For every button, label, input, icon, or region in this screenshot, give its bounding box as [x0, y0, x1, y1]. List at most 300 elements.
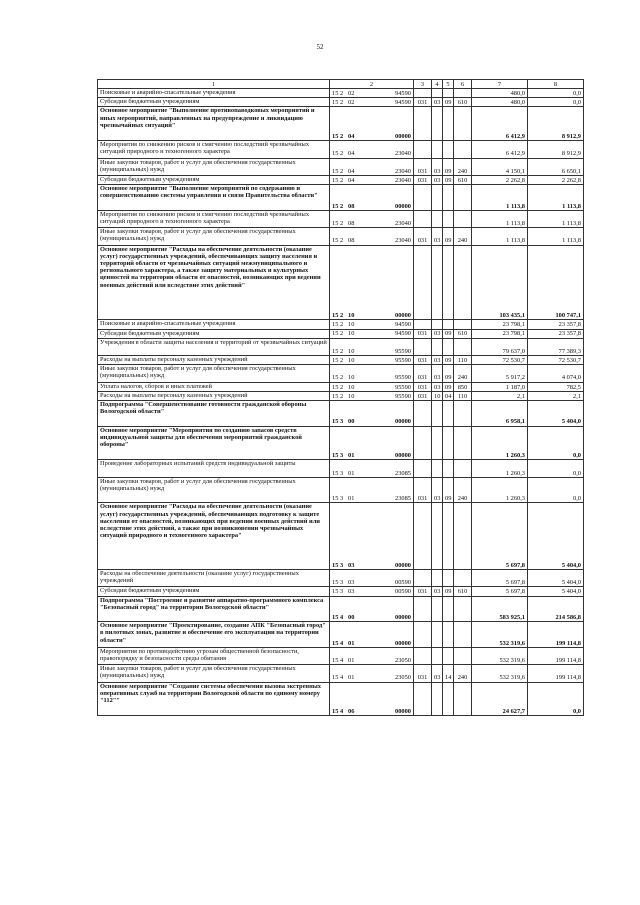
row-section: [432, 647, 443, 664]
row-subsection: 09: [443, 382, 454, 391]
row-name: Проведение лабораторных испытаний средств индивидуальной защиты: [98, 460, 330, 477]
row-amount-year1: 583 925,1: [472, 596, 528, 622]
row-grbs: [414, 401, 432, 427]
row-expense-type: [454, 141, 472, 158]
table-row: [98, 401, 584, 427]
row-subsection: [443, 460, 454, 477]
row-code: [330, 356, 414, 365]
code-part-a: 15: [332, 452, 339, 460]
row-section: 03: [432, 356, 443, 365]
header-cell: 7: [472, 80, 528, 89]
code-part-b: 2: [340, 392, 344, 400]
row-section: [432, 245, 443, 320]
row-amount-year2: 0,0: [528, 426, 584, 460]
row-name: Иные закупки товаров, работ и услуг для обеспечения государственных (муниципальных) нужд: [98, 665, 330, 682]
row-section: 03: [432, 175, 443, 184]
row-section: [432, 460, 443, 477]
row-name: Иные закупки товаров, работ и услуг для обеспечения государственных (муниципальных) нужд: [98, 158, 330, 175]
row-section: 10: [432, 391, 443, 400]
code-part-c: 01: [348, 656, 355, 664]
code-part-b: 3: [340, 588, 344, 596]
row-expense-type: [454, 596, 472, 622]
row-grbs: [414, 320, 432, 329]
table-row: [98, 338, 584, 355]
table-row: [98, 503, 584, 570]
table-row: [98, 210, 584, 227]
code-part-b: 4: [340, 656, 344, 664]
row-section: [432, 426, 443, 460]
row-grbs: [414, 570, 432, 587]
row-expense-type: [454, 107, 472, 141]
code-part-d: 00000: [395, 312, 411, 320]
row-name: Субсидии бюджетным учреждениям: [98, 98, 330, 107]
row-subsection: 09: [443, 356, 454, 365]
table-row: [98, 141, 584, 158]
code-part-d: 95590: [395, 392, 411, 400]
row-amount-year1: 1 113,8: [472, 228, 528, 245]
row-code: [330, 477, 414, 503]
row-amount-year1: 2 262,8: [472, 175, 528, 184]
code-part-a: 15: [332, 89, 339, 97]
row-subsection: 09: [443, 477, 454, 503]
row-code: [330, 175, 414, 184]
code-part-a: 15: [332, 469, 339, 477]
row-name: Субсидии бюджетным учреждениям: [98, 175, 330, 184]
code-part-a: 15: [332, 357, 339, 365]
row-subsection: [443, 426, 454, 460]
row-expense-type: [454, 89, 472, 98]
row-grbs: [414, 89, 432, 98]
code-part-c: 10: [348, 330, 355, 338]
row-name: Основное мероприятие "Выполнение противопаводковых мероприятий и иных мероприятий, направленных на предупреждение и ликвидацию чрезвычайных ситуаций": [98, 107, 330, 141]
table-row: [98, 185, 584, 211]
row-amount-year2: 8 912,9: [528, 141, 584, 158]
header-cell: 2: [330, 80, 414, 89]
row-subsection: 14: [443, 665, 454, 682]
row-code: [330, 228, 414, 245]
row-code: [330, 245, 414, 320]
row-code: [330, 107, 414, 141]
code-part-b: 2: [340, 321, 344, 329]
row-subsection: [443, 245, 454, 320]
code-part-a: 15: [332, 561, 339, 569]
row-grbs: [414, 426, 432, 460]
row-section: [432, 107, 443, 141]
row-expense-type: 610: [454, 587, 472, 596]
row-amount-year1: 480,0: [472, 89, 528, 98]
row-amount-year2: 214 586,8: [528, 596, 584, 622]
row-amount-year2: 0,0: [528, 89, 584, 98]
code-part-c: 01: [348, 469, 355, 477]
code-part-b: 3: [340, 561, 344, 569]
row-name: Мероприятия по противодействию угрозам общественной безопасности, правопорядку и безопасности среды обитания: [98, 647, 330, 664]
code-part-c: 10: [348, 383, 355, 391]
code-part-a: 15: [332, 132, 339, 140]
row-amount-year2: 1 113,8: [528, 185, 584, 211]
code-part-d: 00000: [395, 561, 411, 569]
row-name: Иные закупки товаров, работ и услуг для обеспечения государственных (муниципальных) нужд: [98, 365, 330, 382]
row-amount-year1: 532 319,6: [472, 622, 528, 648]
row-amount-year2: 5 404,0: [528, 503, 584, 570]
row-subsection: [443, 107, 454, 141]
table-row: [98, 228, 584, 245]
code-part-a: 15: [332, 579, 339, 587]
code-part-b: 3: [340, 579, 344, 587]
row-section: 03: [432, 382, 443, 391]
code-part-a: 15: [332, 588, 339, 596]
row-expense-type: [454, 210, 472, 227]
header-cell: 5: [443, 80, 454, 89]
row-code: [330, 158, 414, 175]
row-grbs: 031: [414, 228, 432, 245]
code-part-c: 10: [348, 392, 355, 400]
row-expense-type: 240: [454, 477, 472, 503]
row-subsection: 09: [443, 587, 454, 596]
row-grbs: 031: [414, 329, 432, 338]
code-part-b: 4: [340, 639, 344, 647]
row-section: [432, 141, 443, 158]
code-part-b: 2: [340, 89, 344, 97]
code-part-d: 00000: [395, 639, 411, 647]
row-amount-year1: 1 260,3: [472, 477, 528, 503]
code-part-c: 03: [348, 579, 355, 587]
code-part-b: 2: [340, 176, 344, 184]
code-part-d: 23050: [395, 674, 411, 682]
row-grbs: [414, 460, 432, 477]
code-part-d: 23040: [395, 150, 411, 158]
row-name: Основное мероприятие "Мероприятия по созданию запасов средств индивидуальной защиты для обеспечения мероприятий гражданской обороны": [98, 426, 330, 460]
budget-table: [97, 79, 584, 716]
row-code: [330, 665, 414, 682]
code-part-c: 08: [348, 202, 355, 210]
row-amount-year1: 6 412,9: [472, 107, 528, 141]
code-part-a: 15: [332, 613, 339, 621]
row-grbs: 031: [414, 382, 432, 391]
code-part-c: 10: [348, 321, 355, 329]
row-amount-year1: 4 150,1: [472, 158, 528, 175]
row-amount-year1: 5 697,8: [472, 570, 528, 587]
header-cell: 1: [98, 80, 330, 89]
table-row: [98, 391, 584, 400]
code-part-a: 15: [332, 321, 339, 329]
row-section: 03: [432, 477, 443, 503]
code-part-c: 02: [348, 99, 355, 107]
code-part-d: 23040: [395, 167, 411, 175]
code-part-c: 04: [348, 150, 355, 158]
row-code: [330, 185, 414, 211]
row-expense-type: [454, 570, 472, 587]
code-part-c: 08: [348, 237, 355, 245]
header-row: [98, 80, 584, 89]
row-subsection: [443, 338, 454, 355]
code-part-d: 94590: [395, 330, 411, 338]
code-part-c: 01: [348, 674, 355, 682]
row-subsection: [443, 682, 454, 716]
code-part-b: 2: [340, 202, 344, 210]
code-part-a: 15: [332, 99, 339, 107]
table-row: [98, 89, 584, 98]
code-part-d: 23050: [395, 656, 411, 664]
code-part-c: 02: [348, 89, 355, 97]
row-name: Уплата налогов, сборов и иных платежей: [98, 382, 330, 391]
row-subsection: [443, 401, 454, 427]
row-expense-type: 240: [454, 158, 472, 175]
row-code: [330, 401, 414, 427]
row-section: 03: [432, 228, 443, 245]
code-part-b: 2: [340, 312, 344, 320]
code-part-c: 01: [348, 452, 355, 460]
row-grbs: [414, 682, 432, 716]
code-part-c: 00: [348, 613, 355, 621]
row-code: [330, 329, 414, 338]
row-amount-year1: 79 637,0: [472, 338, 528, 355]
row-name: Мероприятия по снижению рисков и смягчению последствий чрезвычайных ситуаций природного и техногенного характера: [98, 210, 330, 227]
row-amount-year2: 1 113,8: [528, 228, 584, 245]
row-grbs: 031: [414, 665, 432, 682]
row-code: [330, 647, 414, 664]
code-part-b: 2: [340, 219, 344, 227]
table-row: [98, 382, 584, 391]
row-code: [330, 141, 414, 158]
row-amount-year1: 6 412,9: [472, 141, 528, 158]
code-part-b: 4: [340, 613, 344, 621]
code-part-d: 00000: [395, 202, 411, 210]
row-amount-year2: 1 113,8: [528, 210, 584, 227]
row-amount-year2: 23 357,8: [528, 329, 584, 338]
code-part-c: 10: [348, 312, 355, 320]
row-name: Поисковые и аварийно-спасательные учреждения: [98, 320, 330, 329]
code-part-b: 2: [340, 383, 344, 391]
code-part-b: 2: [340, 330, 344, 338]
row-code: [330, 391, 414, 400]
code-part-a: 15: [332, 202, 339, 210]
row-subsection: [443, 570, 454, 587]
row-name: Основное мероприятие "Выполнение мероприятий по содержанию и совершенствованию системы управления и связи Правительства области": [98, 185, 330, 211]
row-grbs: [414, 622, 432, 648]
header-cell: 4: [432, 80, 443, 89]
code-part-a: 15: [332, 167, 339, 175]
row-amount-year1: 6 958,1: [472, 401, 528, 427]
table-row: [98, 107, 584, 141]
row-expense-type: [454, 338, 472, 355]
row-amount-year2: 0,0: [528, 682, 584, 716]
row-amount-year1: 532 319,6: [472, 665, 528, 682]
table-row: [98, 98, 584, 107]
row-amount-year2: 72 530,7: [528, 356, 584, 365]
row-subsection: 09: [443, 228, 454, 245]
row-amount-year1: 1 260,3: [472, 460, 528, 477]
row-code: [330, 382, 414, 391]
table-row: [98, 365, 584, 382]
row-name: Расходы на выплаты персоналу казенных учреждений: [98, 356, 330, 365]
code-part-d: 00590: [395, 588, 411, 596]
row-amount-year2: 23 357,8: [528, 320, 584, 329]
row-amount-year1: 1 113,8: [472, 210, 528, 227]
row-grbs: 031: [414, 365, 432, 382]
header-cell: 8: [528, 80, 584, 89]
code-part-b: 2: [340, 237, 344, 245]
code-part-a: 15: [332, 639, 339, 647]
row-amount-year2: 5 404,0: [528, 401, 584, 427]
row-subsection: [443, 89, 454, 98]
row-expense-type: 110: [454, 391, 472, 400]
row-name: Мероприятия по снижению рисков и смягчению последствий чрезвычайных ситуаций природного и техногенного характера: [98, 141, 330, 158]
code-part-a: 15: [332, 418, 339, 426]
row-section: 03: [432, 158, 443, 175]
row-amount-year1: 24 627,7: [472, 682, 528, 716]
row-name: Расходы на обеспечение деятельности (оказание услуг) государственных учреждений: [98, 570, 330, 587]
row-subsection: 09: [443, 329, 454, 338]
table-row: [98, 596, 584, 622]
row-section: 03: [432, 665, 443, 682]
code-part-c: 08: [348, 219, 355, 227]
table-row: [98, 158, 584, 175]
row-grbs: [414, 245, 432, 320]
code-part-a: 15: [332, 347, 339, 355]
row-grbs: 031: [414, 477, 432, 503]
row-code: [330, 682, 414, 716]
code-part-a: 15: [332, 312, 339, 320]
code-part-b: 2: [340, 347, 344, 355]
page-number: 52: [316, 43, 324, 51]
code-part-a: 15: [332, 330, 339, 338]
code-part-a: 15: [332, 237, 339, 245]
code-part-a: 15: [332, 176, 339, 184]
row-name: Иные закупки товаров, работ и услуг для обеспечения государственных (муниципальных) нужд: [98, 228, 330, 245]
row-subsection: [443, 210, 454, 227]
row-subsection: 09: [443, 365, 454, 382]
row-grbs: [414, 210, 432, 227]
code-part-d: 95590: [395, 374, 411, 382]
code-part-d: 23040: [395, 219, 411, 227]
row-grbs: 031: [414, 587, 432, 596]
row-expense-type: 610: [454, 175, 472, 184]
table-row: [98, 460, 584, 477]
code-part-a: 15: [332, 219, 339, 227]
code-part-b: 2: [340, 99, 344, 107]
code-part-a: 15: [332, 392, 339, 400]
code-part-d: 00000: [395, 452, 411, 460]
code-part-a: 15: [332, 495, 339, 503]
row-amount-year1: 1 113,8: [472, 185, 528, 211]
row-grbs: [414, 647, 432, 664]
row-amount-year2: 2,1: [528, 391, 584, 400]
row-section: [432, 503, 443, 570]
row-amount-year1: 480,0: [472, 98, 528, 107]
row-name: Подпрограмма "Построение и развитие аппаратно-программного комплекса "Безопасный город" на территории Вологодской области": [98, 596, 330, 622]
row-expense-type: 610: [454, 98, 472, 107]
row-section: [432, 89, 443, 98]
row-expense-type: [454, 426, 472, 460]
code-part-d: 23085: [395, 495, 411, 503]
row-subsection: 09: [443, 98, 454, 107]
row-expense-type: [454, 245, 472, 320]
table-row: [98, 647, 584, 664]
code-part-d: 00000: [395, 132, 411, 140]
table-row: [98, 570, 584, 587]
code-part-b: 2: [340, 132, 344, 140]
table-row: [98, 245, 584, 320]
table-row: [98, 622, 584, 648]
row-subsection: 09: [443, 175, 454, 184]
row-amount-year1: 5 917,2: [472, 365, 528, 382]
code-part-d: 94590: [395, 321, 411, 329]
code-part-d: 00590: [395, 579, 411, 587]
row-amount-year1: 2,1: [472, 391, 528, 400]
row-amount-year2: 199 114,8: [528, 647, 584, 664]
code-part-d: 95590: [395, 347, 411, 355]
row-amount-year1: 1 187,0: [472, 382, 528, 391]
row-expense-type: 240: [454, 365, 472, 382]
code-part-d: 23040: [395, 237, 411, 245]
row-expense-type: [454, 320, 472, 329]
row-code: [330, 210, 414, 227]
row-amount-year2: 199 114,8: [528, 665, 584, 682]
row-code: [330, 426, 414, 460]
code-part-d: 23085: [395, 469, 411, 477]
code-part-c: 04: [348, 132, 355, 140]
code-part-c: 06: [348, 708, 355, 716]
code-part-b: 4: [340, 674, 344, 682]
header-cell: 6: [454, 80, 472, 89]
row-amount-year2: 0,0: [528, 477, 584, 503]
code-part-a: 15: [332, 674, 339, 682]
row-amount-year1: 1 260,3: [472, 426, 528, 460]
code-part-d: 00000: [395, 708, 411, 716]
row-amount-year1: 5 697,8: [472, 587, 528, 596]
row-name: Поисковые и аварийно-спасательные учреждения: [98, 89, 330, 98]
row-amount-year1: 72 530,7: [472, 356, 528, 365]
code-part-c: 04: [348, 176, 355, 184]
row-grbs: [414, 338, 432, 355]
row-amount-year2: 5 404,0: [528, 570, 584, 587]
row-section: [432, 210, 443, 227]
row-code: [330, 365, 414, 382]
row-subsection: [443, 596, 454, 622]
row-code: [330, 596, 414, 622]
row-name: Субсидии бюджетным учреждениям: [98, 587, 330, 596]
row-name: Основное мероприятие "Расходы на обеспечение деятельности (оказание услуг) государственных учреждений, обеспечивающих подготовку к защите населения от опасностей, возникающих при ведении военных действий или вследствие этих действий, а также при возникновении чрезвычайных ситуаций природного и техногенного характера": [98, 503, 330, 570]
code-part-d: 95590: [395, 383, 411, 391]
row-grbs: [414, 596, 432, 622]
row-section: [432, 622, 443, 648]
row-grbs: [414, 141, 432, 158]
header-cell: 3: [414, 80, 432, 89]
table-row: [98, 477, 584, 503]
row-name: Подпрограмма "Совершенствование готовности гражданской обороны Вологодской области": [98, 401, 330, 427]
row-expense-type: 610: [454, 329, 472, 338]
row-grbs: 031: [414, 158, 432, 175]
row-grbs: 031: [414, 391, 432, 400]
row-expense-type: [454, 401, 472, 427]
code-part-c: 01: [348, 495, 355, 503]
code-part-a: 15: [332, 708, 339, 716]
code-part-b: 3: [340, 469, 344, 477]
row-expense-type: 240: [454, 228, 472, 245]
code-part-a: 15: [332, 383, 339, 391]
code-part-b: 3: [340, 452, 344, 460]
row-code: [330, 587, 414, 596]
row-expense-type: [454, 647, 472, 664]
row-grbs: 031: [414, 175, 432, 184]
row-subsection: [443, 647, 454, 664]
table-row: [98, 356, 584, 365]
row-section: [432, 682, 443, 716]
row-subsection: [443, 622, 454, 648]
row-amount-year1: 5 697,8: [472, 503, 528, 570]
row-amount-year2: 5 404,0: [528, 587, 584, 596]
row-grbs: 031: [414, 356, 432, 365]
